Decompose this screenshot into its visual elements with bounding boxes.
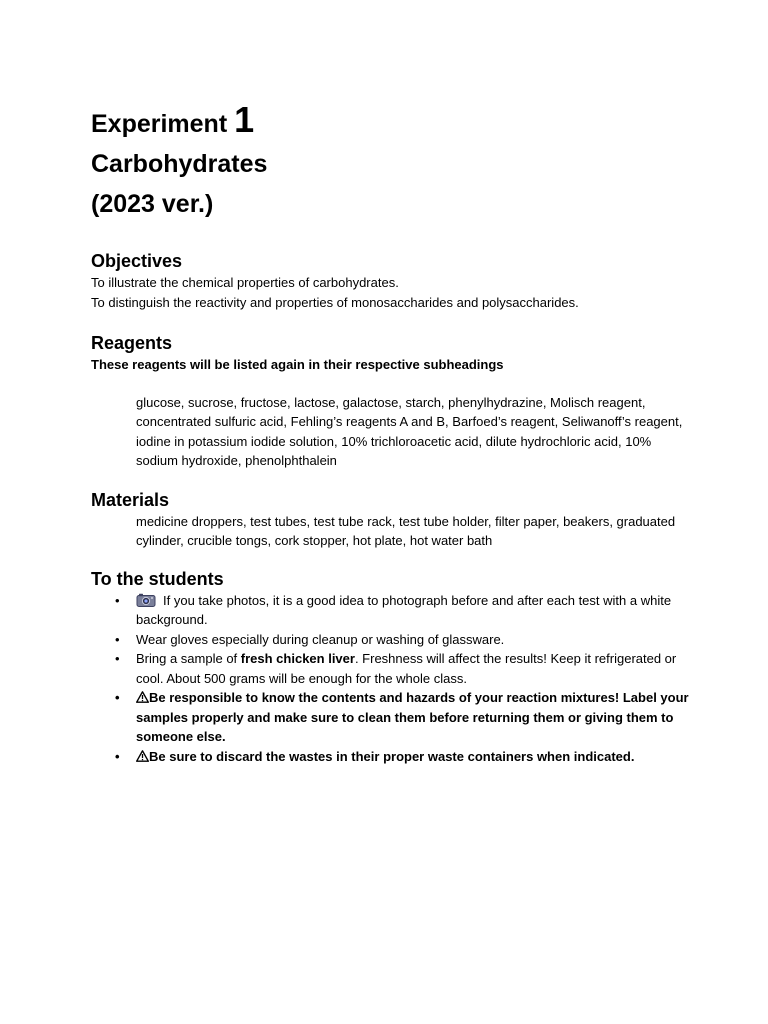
list-item [91,649,691,688]
reagents-heading: Reagents [91,333,173,353]
materials-heading: Materials [91,489,170,510]
camera-icon [136,593,156,607]
responsible-tip-text: Be responsible to know the contents and hazards of your reaction mixtures! Label your samples properly and make sure to clean them before returning them or giving them to someone else. [136,690,689,744]
liver-tip-emphasis: fresh chicken liver [240,651,355,666]
reagents-note: These reagents will be listed again in their respective subheadings [91,357,504,372]
objective-line: To distinguish the reactivity and properties of monosaccharides and polysaccharides. [91,294,579,310]
title-experiment-number: 1 [234,99,255,140]
bullet: • [115,651,120,666]
title-version: (2023 ver.) [91,190,214,218]
title-experiment-word: Experiment [91,110,228,138]
photo-tip-text: If you take photos, it is a good idea to photograph before and after each test with a white background. [136,592,672,627]
list-item [91,630,691,650]
reagents-section [91,331,691,471]
document-title [91,100,691,224]
title-subject: Carbohydrates [91,150,268,178]
warning-icon [136,689,149,701]
students-list [91,591,691,767]
document-page [91,100,691,766]
bullet: • [115,690,120,705]
list-item [91,747,691,767]
objective-line: To illustrate the chemical properties of carbohydrates. [91,275,399,290]
list-item [91,591,691,630]
gloves-tip-text: Wear gloves especially during cleanup or washing of glassware. [136,631,505,647]
students-heading: To the students [91,568,224,589]
discard-tip-text: Be sure to discard the wastes in their proper waste containers when indicated. [149,748,635,764]
materials-section [91,488,691,551]
warning-icon [136,748,149,760]
liver-tip-text-start: Bring a sample of [136,651,241,666]
list-item [91,688,691,747]
reagents-list: glucose, sucrose, fructose, lactose, galactose, starch, phenylhydrazine, Molisch reagent, concentrated sulfuric acid, Fehling’s reagents A and B, Barfoed’s reagent, Seliwanoff’s reagent, iodine in potassium iodide solution, 10% trichloroacetic acid, dilute hydrochloric acid, 10% sodium hydroxide, phenolphthalein [136,394,683,468]
title-experiment-line [91,100,691,144]
bullet: • [115,631,120,647]
bullet: • [115,748,120,764]
objectives-section [91,249,691,312]
students-section [91,567,691,767]
objectives-heading: Objectives [91,251,183,271]
materials-list: medicine droppers, test tubes, test tube rack, test tube holder, filter paper, beakers, graduated cylinder, crucible tongs, cork stopper, hot plate, hot water bath [136,513,676,548]
bullet: • [115,592,120,608]
liver-tip-text-end: . Freshness will affect the results! Keep it refrigerated or cool. About 500 grams will be enough for the whole class. [136,651,677,686]
